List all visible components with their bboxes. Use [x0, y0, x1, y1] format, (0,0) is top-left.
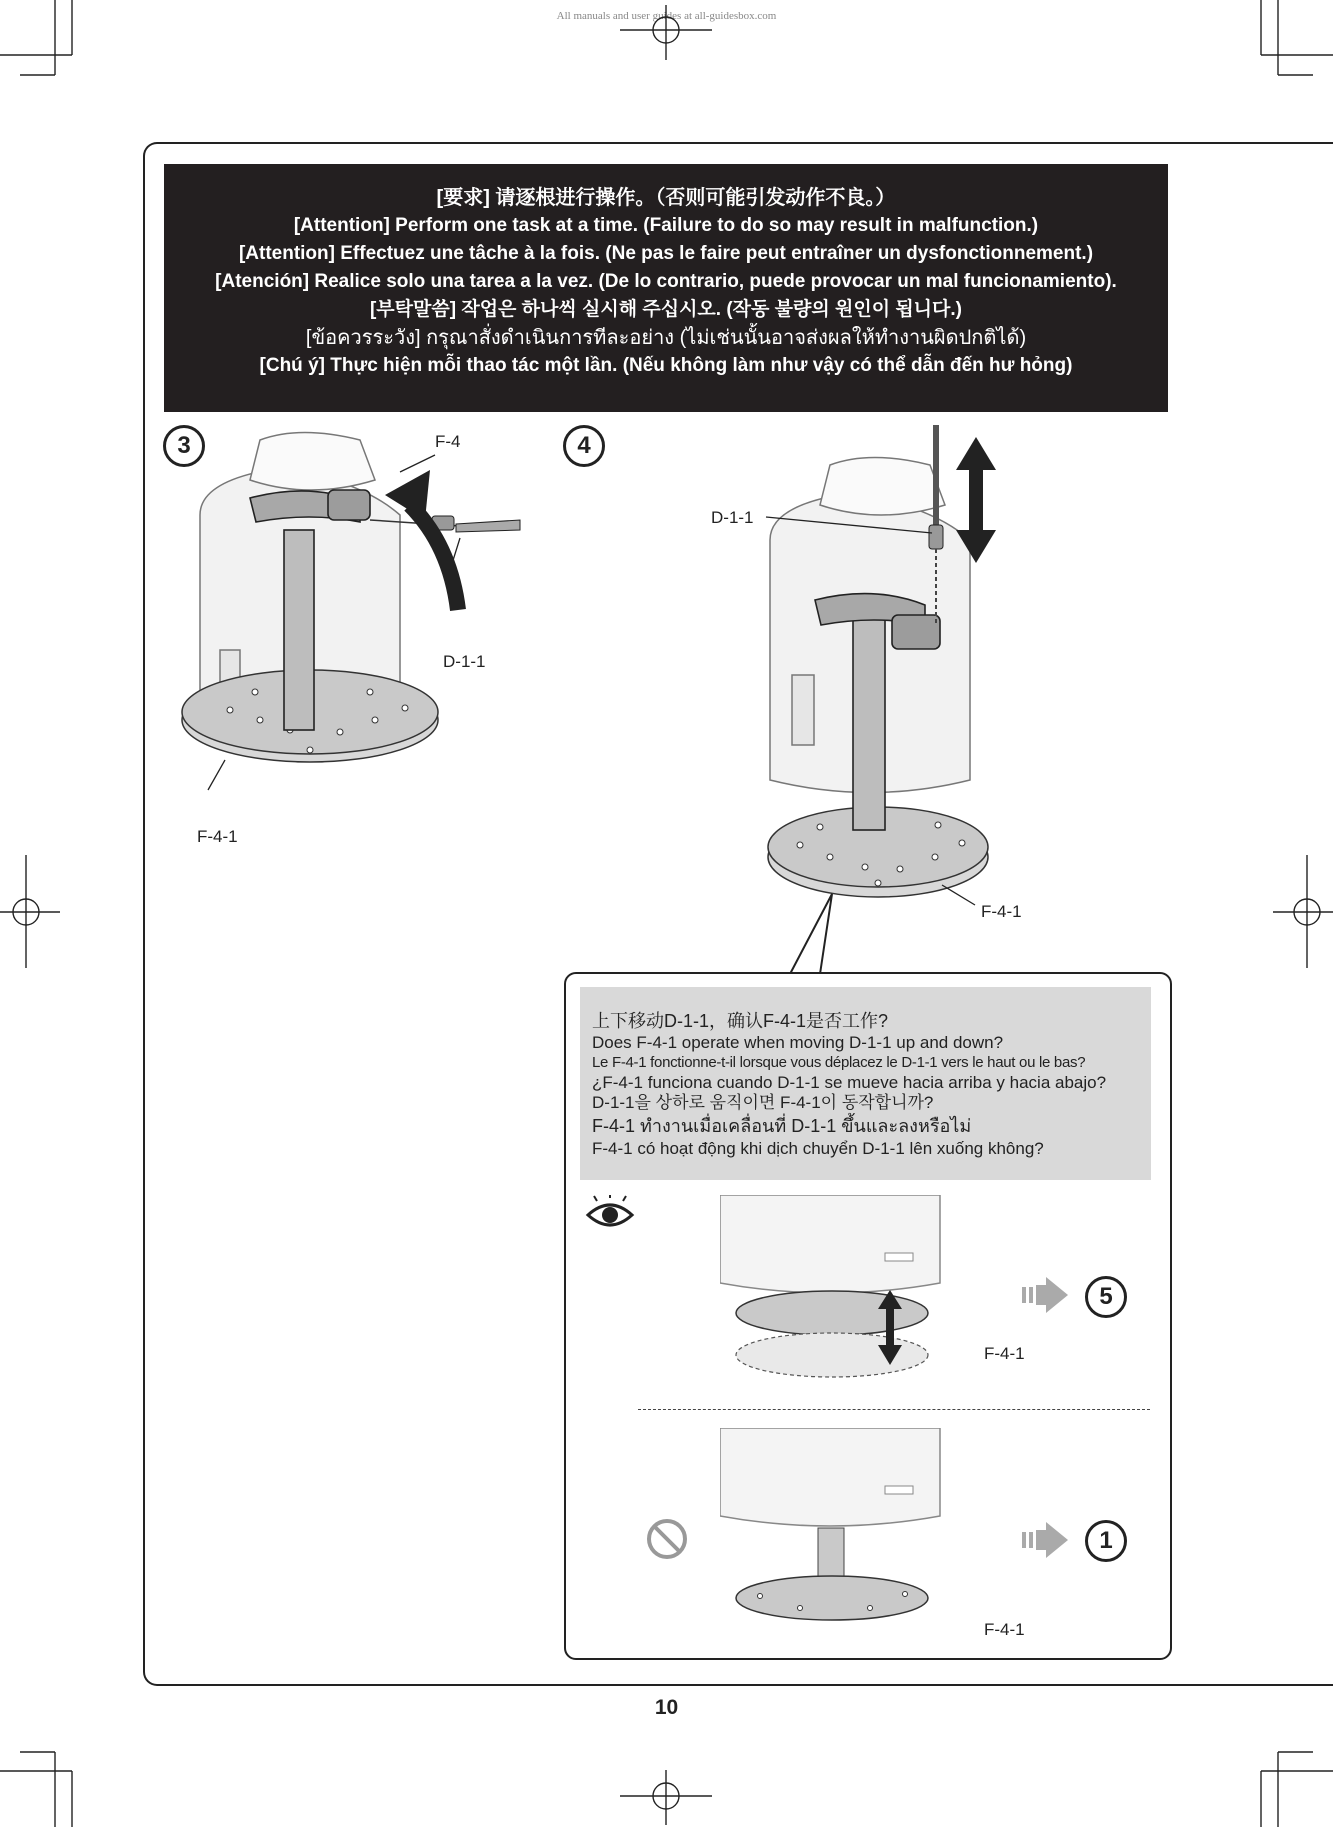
question-vi: F-4-1 có hoạt động khi dịch chuyển D-1-1 lên xuống không?: [592, 1139, 1044, 1158]
ng-case-illustration: [720, 1428, 950, 1628]
question-fr: Le F-4-1 fonctionne-t-il lorsque vous déplacez le D-1-1 vers le haut ou le bas?: [592, 1054, 1086, 1071]
label-f41-ok: F-4-1: [984, 1344, 1025, 1363]
attention-zh: [要求] 请逐根进行操作。（否则可能引发动作不良。）: [436, 187, 896, 209]
eye-icon: [585, 1195, 635, 1229]
step-1-number: 1: [1085, 1520, 1127, 1562]
step-3-illustration: [160, 420, 560, 860]
step-4-illustration: [700, 425, 1120, 925]
next-arrow-icon: [1020, 1275, 1070, 1315]
attention-fr: [Attention] Effectuez une tâche à la fois. (Ne pas le faire peut entraîner un dysfonctionnement.): [238, 243, 1094, 264]
label-d11-step3: D-1-1: [443, 652, 486, 671]
question-zh: 上下移动D-1-1，确认F-4-1是否工作?: [592, 1011, 889, 1031]
question-ko: D-1-1을 상하로 움직이면 F-4-1이 동작합니까?: [592, 1093, 934, 1112]
label-f41-ng: F-4-1: [984, 1620, 1025, 1639]
attention-banner: [164, 164, 1168, 412]
prohibited-icon: [646, 1518, 688, 1560]
question-en: Does F-4-1 operate when moving D-1-1 up and down?: [592, 1033, 1004, 1052]
label-f41-step3: F-4-1: [197, 827, 238, 846]
question-box: [580, 987, 1151, 1180]
step-5-number: 5: [1085, 1276, 1127, 1318]
step-4-number: 4: [563, 425, 605, 467]
watermark: All manuals and user guides at all-guidesbox.com: [556, 10, 777, 22]
ok-case-illustration: [720, 1195, 950, 1385]
attention-ko: [부탁말씀] 작업은 하나씩 실시해 주십시오. (작동 불량의 원인이 됩니다.): [369, 299, 962, 320]
callout-pointer: [780, 890, 860, 980]
label-f4: F-4: [435, 432, 461, 451]
question-es: ¿F-4-1 funciona cuando D-1-1 se mueve hacia arriba y hacia abajo?: [592, 1073, 1107, 1092]
attention-es: [Atención] Realice solo una tarea a la vez. (De lo contrario, puede provocar un mal funcionamiento).: [215, 271, 1117, 292]
label-d11-step4: D-1-1: [711, 508, 754, 527]
step-3-number: 3: [163, 425, 205, 467]
question-th: F-4-1 ทำงานเมื่อเคลื่อนที่ D-1-1 ขึ้นและลงหรือไม่: [592, 1116, 972, 1136]
label-f41-step4: F-4-1: [981, 902, 1022, 921]
attention-vi: [Chú ý] Thực hiện mỗi thao tác một lần. (Nếu không làm như vậy có thể dẫn đến hư hỏng): [259, 355, 1073, 376]
case-divider: [638, 1409, 1150, 1410]
page-number: 10: [654, 1696, 679, 1719]
next-arrow-icon-ng: [1020, 1520, 1070, 1560]
attention-th: [ข้อควรระวัง] กรุณาสั่งดำเนินการทีละอย่าง (ไม่เช่นนั้นอาจส่งผลให้ทำงานผิดปกติได้): [305, 327, 1027, 349]
attention-en: [Attention] Perform one task at a time. (Failure to do so may result in malfunction.): [293, 215, 1039, 236]
